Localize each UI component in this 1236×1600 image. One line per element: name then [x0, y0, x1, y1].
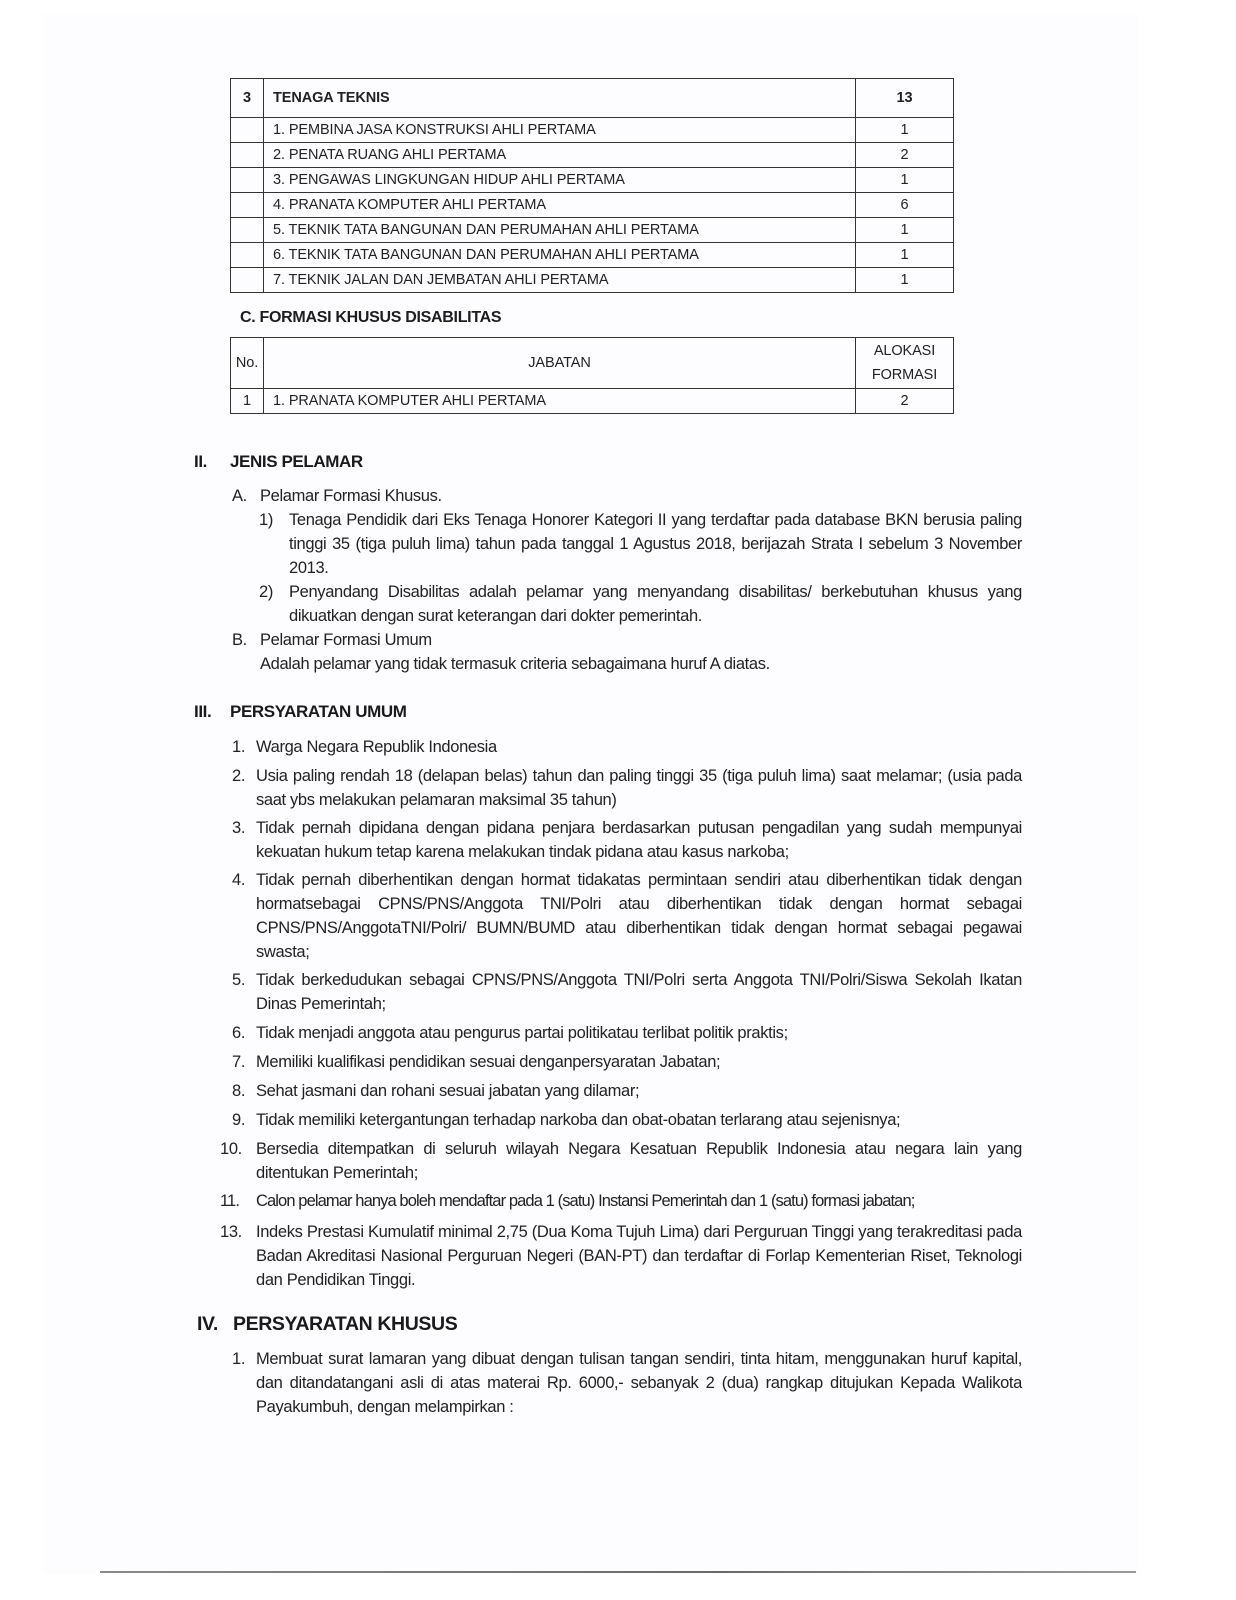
header-jabatan: JABATAN	[264, 338, 856, 389]
subsection-title: Pelamar Formasi Khusus.	[260, 487, 442, 505]
allocation-value: 1	[856, 268, 954, 293]
list-marker: 2)	[259, 583, 273, 601]
header-formasi: FORMASI	[871, 367, 938, 383]
group-total: 13	[856, 79, 954, 118]
list-item	[232, 484, 1022, 508]
table-row	[231, 143, 954, 168]
list-item	[259, 508, 1022, 580]
table-row	[231, 243, 954, 268]
list-marker: 1.	[232, 1350, 246, 1368]
list-item	[232, 968, 1022, 1016]
section-heading-persyaratan-khusus	[197, 1313, 457, 1336]
list-item-text: Tidak pernah diberhentikan dengan hormat tidakatas permintaan sendiri atau diberhentikan tidak dengan hormatsebagai CPNS/PNS/Anggota TNI/Polri atau diberhentikan tidak dengan hormat sebagai CPNS/PNS/AnggotaTNI/Polri/ BUMN/BUMD atau diberhentikan tidak dengan hormat sebagai pegawai swasta;	[256, 871, 1022, 961]
position-label: 4. PRANATA KOMPUTER AHLI PERTAMA	[264, 193, 856, 218]
allocation-value: 1	[856, 243, 954, 268]
list-item	[232, 1050, 1022, 1074]
list-item	[232, 868, 1022, 964]
position-label: 6. TEKNIK TATA BANGUNAN DAN PERUMAHAN AHLI PERTAMA	[264, 243, 856, 268]
section-number: III.	[194, 702, 212, 721]
list-item-text: Indeks Prestasi Kumulatif minimal 2,75 (Dua Koma Tujuh Lima) dari Perguruan Tinggi yang terakreditasi pada Badan Akreditasi Nasional Perguruan Negeri (BAN-PT) dan terdaftar di Forlap Kementerian Riset, Teknologi dan Pendidikan Tinggi.	[256, 1223, 1022, 1289]
position-label: 3. PENGAWAS LINGKUNGAN HIDUP AHLI PERTAMA	[264, 168, 856, 193]
allocation-value: 6	[856, 193, 954, 218]
list-item-text: Warga Negara Republik Indonesia	[256, 738, 497, 756]
list-item-text: Bersedia ditempatkan di seluruh wilayah Negara Kesatuan Republik Indonesia atau negara lain yang ditentukan Pemerintah;	[256, 1140, 1022, 1182]
section-title: PERSYARATAN KHUSUS	[233, 1313, 458, 1335]
position-label: 1. PRANATA KOMPUTER AHLI PERTAMA	[264, 389, 856, 414]
list-item-text: Tidak menjadi anggota atau pengurus partai politikatau terlibat politik praktis;	[256, 1024, 788, 1042]
header-alokasi-formasi	[856, 338, 954, 389]
list-item-text: Usia paling rendah 18 (delapan belas) tahun dan paling tinggi 35 (tiga puluh lima) saat melamar; (usia pada saat ybs melakukan pelamaran maksimal 35 tahun)	[256, 767, 1022, 809]
list-item	[232, 628, 1022, 652]
list-marker: 13.	[220, 1223, 242, 1241]
disabilitas-table	[230, 337, 954, 414]
list-marker: B.	[232, 631, 247, 649]
list-item	[220, 1189, 1022, 1213]
table-row	[231, 389, 954, 414]
list-item	[232, 1021, 1022, 1045]
group-number: 3	[231, 79, 264, 118]
tenaga-teknis-table	[230, 78, 954, 293]
subsection-title: Pelamar Formasi Umum	[260, 631, 432, 649]
list-marker: 7.	[232, 1053, 246, 1071]
list-item	[259, 580, 1022, 628]
list-item-text: Tenaga Pendidik dari Eks Tenaga Honorer Kategori II yang terdaftar pada database BKN berusia paling tinggi 35 (tiga puluh lima) tahun pada tanggal 1 Agustus 2018, berijazah Strata I sebelum 3 November 2013.	[289, 511, 1022, 577]
allocation-value: 1	[856, 118, 954, 143]
list-marker: 2.	[232, 767, 246, 785]
position-label: 1. PEMBINA JASA KONSTRUKSI AHLI PERTAMA	[264, 118, 856, 143]
list-marker: 5.	[232, 971, 246, 989]
list-item-text: Memiliki kualifikasi pendidikan sesuai denganpersyaratan Jabatan;	[256, 1053, 721, 1071]
paragraph: Adalah pelamar yang tidak termasuk criteria sebagaimana huruf A diatas.	[260, 655, 770, 673]
table-row	[231, 268, 954, 293]
header-no: No.	[231, 338, 264, 389]
table-row	[231, 218, 954, 243]
list-item-text: Sehat jasmani dan rohani sesuai jabatan yang dilamar;	[256, 1082, 640, 1100]
allocation-value: 1	[856, 168, 954, 193]
list-marker: 1.	[232, 738, 246, 756]
list-item	[232, 816, 1022, 864]
group-label: TENAGA TEKNIS	[264, 79, 856, 118]
position-label: 7. TEKNIK JALAN DAN JEMBATAN AHLI PERTAMA	[264, 268, 856, 293]
allocation-value: 2	[856, 143, 954, 168]
footer-divider	[100, 1571, 1136, 1573]
section-number: IV.	[197, 1313, 218, 1335]
list-item-text: Tidak memiliki ketergantungan terhadap narkoba dan obat-obatan terlarang atau sejenisnya;	[256, 1111, 901, 1129]
table-row	[231, 193, 954, 218]
table-row	[231, 168, 954, 193]
list-item	[232, 764, 1022, 812]
list-item-text: Calon pelamar hanya boleh mendaftar pada 1 (satu) Instansi Pemerintah dan 1 (satu) formasi jabatan;	[256, 1192, 915, 1210]
row-number: 1	[231, 389, 264, 414]
list-item	[232, 735, 1022, 759]
section-title: PERSYARATAN UMUM	[230, 702, 407, 721]
position-label: 5. TEKNIK TATA BANGUNAN DAN PERUMAHAN AHLI PERTAMA	[264, 218, 856, 243]
list-marker: A.	[232, 487, 247, 505]
list-item	[232, 1108, 1022, 1132]
list-marker: 1)	[259, 511, 273, 529]
list-item	[232, 1347, 1022, 1419]
section-title: JENIS PELAMAR	[230, 452, 363, 471]
section-number: II.	[194, 452, 207, 471]
list-marker: 8.	[232, 1082, 246, 1100]
list-item-text: Penyandang Disabilitas adalah pelamar yang menyandang disabilitas/ berkebutuhan khusus yang dikuatkan dengan surat keterangan dari dokter pemerintah.	[289, 583, 1022, 625]
section-heading-persyaratan-umum	[194, 702, 407, 722]
section-heading-jenis-pelamar	[194, 452, 363, 472]
position-label: 2. PENATA RUANG AHLI PERTAMA	[264, 143, 856, 168]
list-item-text: Tidak berkedudukan sebagai CPNS/PNS/Anggota TNI/Polri serta Anggota TNI/Polri/Siswa Sekolah Ikatan Dinas Pemerintah;	[256, 971, 1022, 1013]
list-marker: 3.	[232, 819, 246, 837]
list-marker: 9.	[232, 1111, 246, 1129]
list-item	[232, 1079, 1022, 1103]
list-marker: 6.	[232, 1024, 246, 1042]
list-marker: 4.	[232, 871, 246, 889]
allocation-value: 1	[856, 218, 954, 243]
list-marker: 10.	[220, 1140, 242, 1158]
table-group-row	[231, 79, 954, 118]
table-header-row	[231, 338, 954, 389]
list-item-text: Membuat surat lamaran yang dibuat dengan tulisan tangan sendiri, tinta hitam, menggunakan huruf kapital, dan ditandatangani asli di atas materai Rp. 6000,- sebanyak 2 (dua) rangkap ditujukan Kepada Walikota Payakumbuh, dengan melampirkan :	[256, 1350, 1022, 1416]
list-marker: 11.	[220, 1192, 240, 1210]
allocation-value: 2	[856, 389, 954, 414]
list-item-text: Tidak pernah dipidana dengan pidana penjara berdasarkan putusan pengadilan yang sudah mempunyai kekuatan hukum tetap karena melakukan tindak pidana atau kasus narkoba;	[256, 819, 1022, 861]
list-item	[220, 1220, 1022, 1292]
disabilitas-section-title: C. FORMASI KHUSUS DISABILITAS	[240, 309, 502, 326]
table-row	[231, 118, 954, 143]
list-item	[220, 1137, 1022, 1185]
header-alokasi: ALOKASI	[873, 343, 936, 359]
